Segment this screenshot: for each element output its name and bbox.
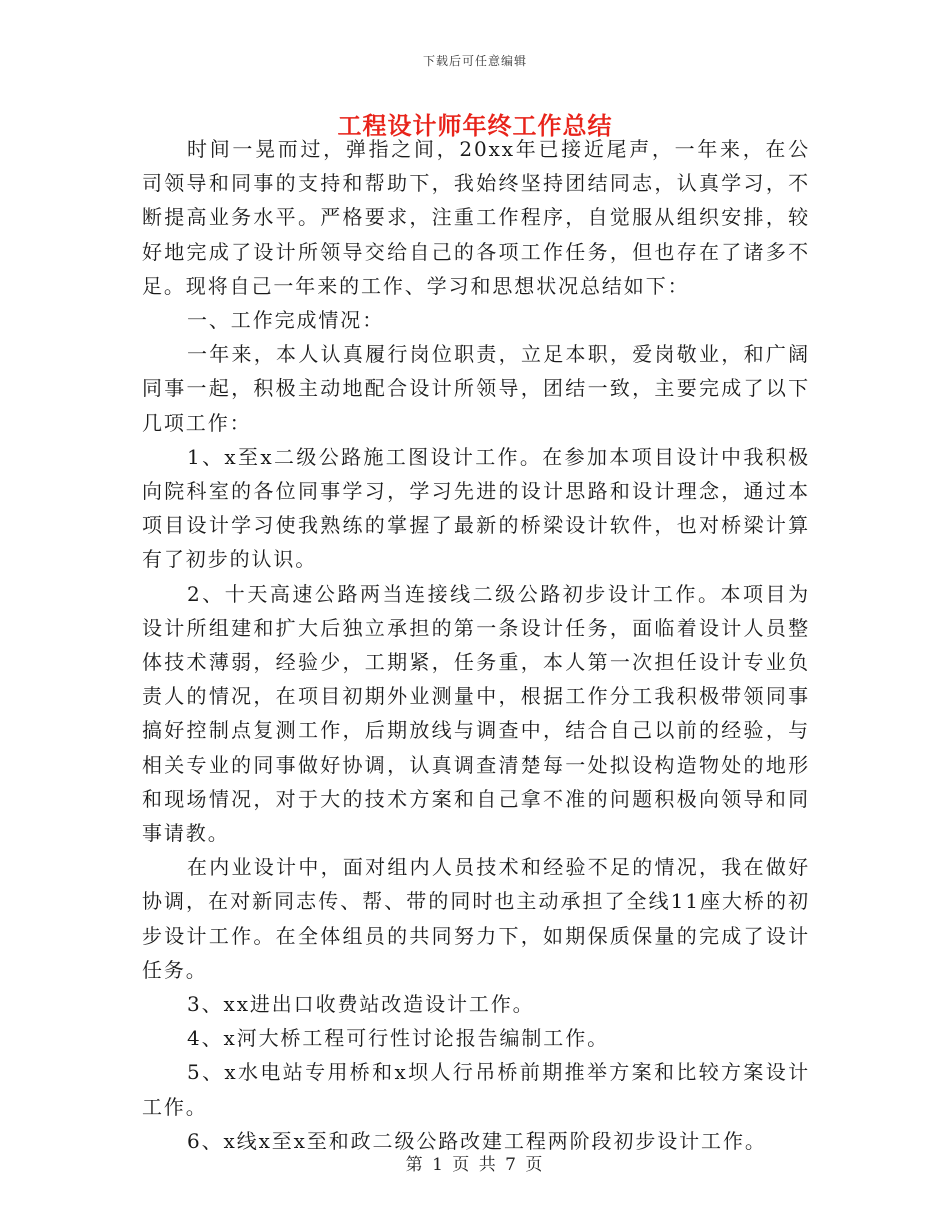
document-title: 工程设计师年终工作总结 [337,111,613,140]
paragraph-item-6: 6、x线x至x至和政二级公路改建工程两阶段初步设计工作。 [187,1128,767,1153]
header-note: 下载后可任意编辑 [422,54,527,68]
paragraph-item-2: 2、十天高速公路两当连接线二级公路初步设计工作。本项目为设计所组建和扩大后独立承担的第一条设计任务，面临着设计人员整体技术薄弱，经验少，工期紧，任务重，本人第一次担任设计专业负责人的情况，在项目初期外业测量中，根据工作分工我积极带领同事搞好控制点复测工作，后期放线与调查中，结合自己以前的经验，与相关专业的同事做好协调，认真调查清楚每一处拟设构造物处的地形和现场情况，对于大的技术方案和自己拿不准的问题积极向领导和同事请教。 [142,581,810,846]
paragraph-item-5: 5、x水电站专用桥和x坝人行吊桥前期推举方案和比较方案设计工作。 [142,1060,810,1119]
page-number-footer: 第 1 页 共 7 页 [405,1155,545,1175]
paragraph-item-2-continued: 在内业设计中，面对组内人员技术和经验不足的情况，我在做好协调，在对新同志传、帮、带的同时也主动承担了全线11座大桥的初步设计工作。在全体组员的共同努力下，如期保质保量的完成了设计任务。 [142,855,810,982]
paragraph-item-1: 1、x至x二级公路施工图设计工作。在参加本项目设计中我积极向院科室的各位同事学习，学习先进的设计思路和设计理念，通过本项目设计学习使我熟练的掌握了最新的桥梁设计软件，也对桥梁计算有了初步的认识。 [142,444,810,572]
paragraph-item-4: 4、x河大桥工程可行性讨论报告编制工作。 [187,1026,610,1051]
paragraph-intro: 时间一晃而过，弹指之间，20xx年已接近尾声，一年来，在公司领导和同事的支持和帮助下，我始终坚持团结同志，认真学习，不断提高业务水平。严格要求，注重工作程序，自觉服从组织安排，较好地完成了设计所领导交给自己的各项工作任务，但也存在了诸多不足。现将自己一年来的工作、学习和思想状况总结如下： [142,137,810,298]
paragraph-item-3: 3、xx进出口收费站改造设计工作。 [187,992,535,1017]
section-heading-work-completion: 一、工作完成情况： [187,308,385,333]
document-body [142,132,810,1158]
paragraph-overview: 一年来，本人认真履行岗位职责，立足本职，爱岗敬业，和广阔同事一起，积极主动地配合设计所领导，团结一致，主要完成了以下几项工作： [142,342,810,435]
